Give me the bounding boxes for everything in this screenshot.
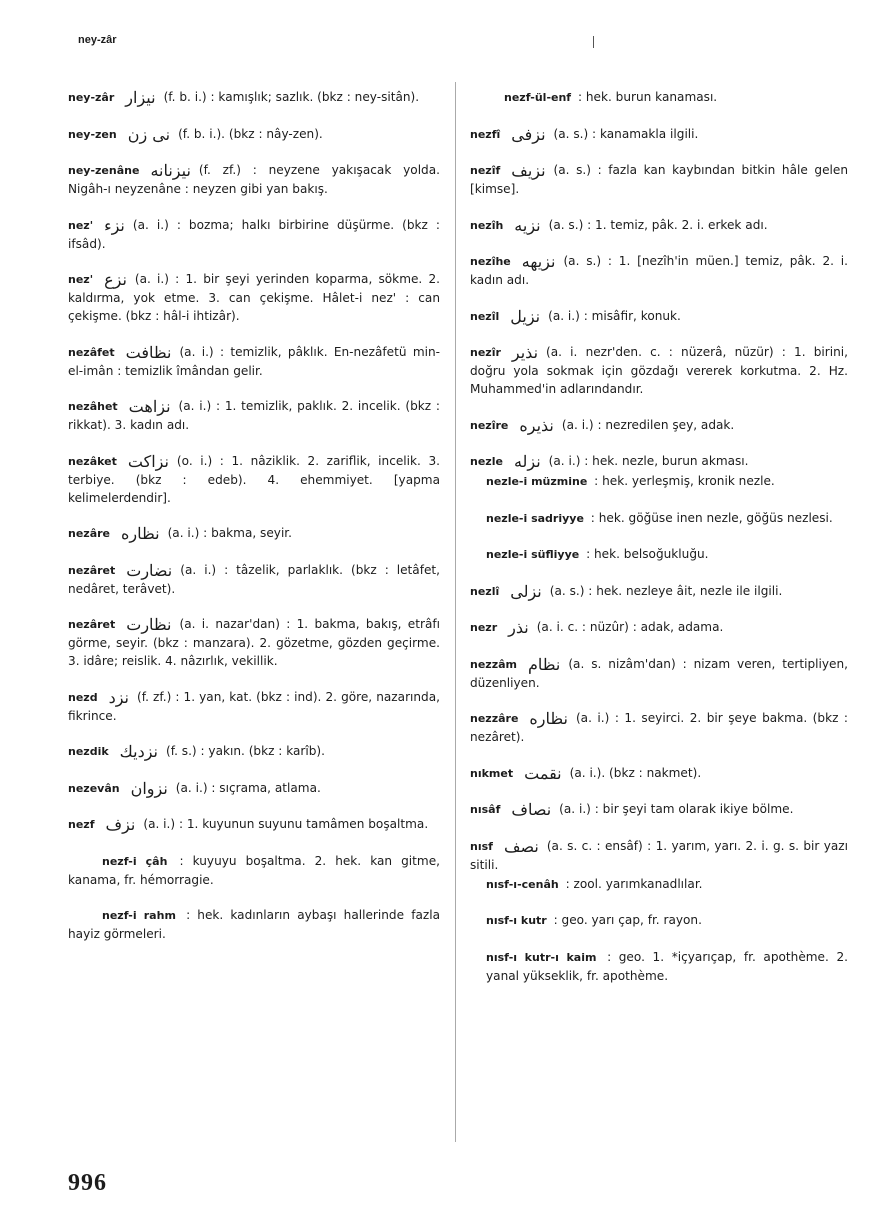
entry-headword: nezîh — [470, 218, 504, 232]
entry-headword: nezle-i süfliyye — [486, 548, 580, 561]
entry-arabic-script: نذر — [508, 618, 529, 637]
entry-arabic-script: نظارت — [126, 615, 172, 634]
dictionary-entry — [470, 161, 848, 198]
dictionary-entry — [470, 307, 848, 326]
dictionary-entry — [68, 452, 440, 507]
dictionary-entry — [68, 216, 440, 253]
entry-definition: (f. zf.) : neyzene yakışacak yolda. Nigâh-ı neyzenâne : neyzen gibi yan bakış. — [68, 163, 440, 196]
entry-headword: nısf-ı-cenâh — [486, 877, 559, 891]
entry-headword: nezle-i müzmine — [486, 475, 588, 488]
dictionary-entry — [470, 343, 848, 398]
entry-definition: : hek. kadınların aybaşı hallerinde fazla hayiz görmeleri. — [68, 908, 440, 941]
entry-headword: nısf-ı kutr — [486, 914, 547, 927]
dictionary-entry — [470, 655, 848, 692]
dictionary-entry — [486, 545, 848, 564]
entry-arabic-script: نزلی — [510, 581, 542, 601]
entry-arabic-script: نزفی — [511, 124, 546, 144]
dictionary-entry — [486, 948, 848, 985]
entry-headword: nezâre — [68, 527, 111, 540]
entry-headword: ney-zenâne — [68, 164, 140, 177]
entry-arabic-script: نی زن — [127, 124, 171, 144]
entry-definition: : geo. 1. *içyarıçap, fr. apothème. 2. yanal yükseklik, fr. apothème. — [486, 949, 848, 983]
entry-headword: nezzâre — [470, 712, 519, 725]
dictionary-entry — [486, 509, 848, 528]
dictionary-entry — [68, 397, 440, 434]
entry-arabic-script: نزوان — [130, 778, 168, 798]
entry-definition: (o. i.) : 1. nâziklik. 2. zariflik, incelik. 3. terbiye. (bkz : edeb). 4. ehemmiyet. [yapma kelimelerdendir]. — [68, 453, 440, 505]
dictionary-entry — [68, 343, 440, 380]
entry-definition: (a. i.) : bir şeyi tam olarak ikiye bölme. — [559, 802, 794, 816]
entry-headword: nezf-i rahm — [102, 909, 176, 922]
entry-arabic-script: نزدیك — [119, 742, 158, 761]
entry-headword: nezîhe — [470, 255, 511, 268]
entry-definition: (f. s.) : yakın. (bkz : karîb). — [166, 744, 325, 758]
entry-headword: nezâhet — [68, 400, 118, 413]
entry-arabic-script: نزف — [105, 815, 136, 834]
dictionary-entry — [470, 252, 848, 289]
dictionary-entry — [470, 709, 848, 746]
dictionary-entry — [470, 125, 848, 144]
entry-headword: nezr — [470, 621, 498, 634]
entry-definition: (a. i.). (bkz : nakmet). — [569, 765, 702, 780]
entry-arabic-script: نظاره — [529, 709, 568, 728]
entry-definition: : hek. göğüse inen nezle, göğüs nezlesi. — [590, 510, 833, 525]
dictionary-entry — [68, 524, 440, 543]
entry-definition: (a. i.) : nezredilen şey, adak. — [561, 417, 735, 432]
dictionary-entry — [470, 88, 848, 107]
entry-arabic-script: نزیهه — [521, 252, 556, 271]
dictionary-entry — [68, 88, 440, 107]
entry-headword: nezîl — [470, 309, 500, 323]
dictionary-entry — [486, 875, 848, 894]
entry-arabic-script: نظام — [527, 654, 561, 674]
entry-definition: (a. i.) : 1. bir şeyi yerinden koparma, sökme. 2. kaldırma, yok etme. 3. can çekişme. Hâlet-i nez' : can çekişme. (bkz : hâl-i ihtizâr). — [68, 272, 440, 323]
entry-definition: (a. i.) : sıçrama, atlama. — [175, 780, 321, 795]
dictionary-entry — [470, 800, 848, 819]
dictionary-entry — [470, 216, 848, 235]
entry-headword: nezîf — [470, 164, 501, 177]
entry-definition: (a. s.) : 1. [nezîh'in müen.] temiz, pâk. 2. i. kadın adı. — [470, 254, 848, 287]
entry-arabic-script: نیزنانه — [150, 161, 191, 180]
entry-arabic-script: نصف — [503, 836, 539, 856]
entry-definition: : kuyuyu boşaltma. 2. hek. kan gitme, kanama, fr. hémorragie. — [68, 853, 440, 887]
entry-definition: : hek. burun kanaması. — [577, 90, 718, 104]
entry-definition: : hek. belsoğukluğu. — [586, 547, 709, 561]
entry-headword: nezlî — [470, 584, 500, 598]
entry-headword: nezâfet — [68, 345, 115, 359]
entry-headword: nısf-ı kutr-ı kaim — [486, 950, 597, 964]
dictionary-entry — [68, 779, 440, 798]
entry-headword: ney-zen — [68, 127, 117, 141]
dictionary-entry — [68, 906, 440, 943]
entry-headword: nezf-i çâh — [102, 854, 168, 868]
entry-headword: nezâket — [68, 454, 117, 468]
left-column — [68, 88, 440, 961]
entry-definition: : geo. yarı çap, fr. rayon. — [553, 913, 702, 927]
entry-arabic-script: نقمت — [524, 763, 562, 783]
entry-headword: nıkmet — [470, 766, 514, 780]
entry-definition: (a. i. nazar'dan) : 1. bakma, bakış, etrâfı görme, seyir. (bkz : manzara). 2. gözetme, gözden geçirme. 3. idâre; reislik. 4. nâzırlık, vekillik. — [68, 617, 440, 668]
entry-definition: (a. i.) : 1. temizlik, paklık. 2. incelik. (bkz : rikkat). 3. kadın adı. — [68, 399, 440, 432]
entry-arabic-script: نزاهت — [128, 397, 171, 416]
entry-definition: (a. s.) : 1. temiz, pâk. 2. i. erkek adı. — [548, 217, 768, 232]
entry-headword: nezle-i sadriyye — [486, 511, 584, 525]
entry-arabic-script: نزیه — [514, 215, 541, 235]
dictionary-entry — [68, 270, 440, 325]
entry-definition: : zool. yarımkanadlılar. — [565, 876, 703, 891]
header-mark — [593, 36, 594, 48]
entry-definition: (a. i.) : misâfir, konuk. — [548, 308, 681, 323]
entry-headword: nezdik — [68, 745, 109, 758]
entry-definition: (f. b. i.) : kamışlık; sazlık. (bkz : ney-sitân). — [163, 90, 420, 104]
entry-arabic-script: نزء — [104, 215, 125, 235]
entry-definition: : hek. yerleşmiş, kronik nezle. — [594, 474, 775, 488]
entry-headword: nezîre — [470, 418, 509, 432]
page-number: 996 — [68, 1170, 107, 1196]
entry-definition: (a. s.) : fazla kan kaybından bitkin hâle gelen [kimse]. — [470, 163, 848, 196]
running-header: ney-zâr — [78, 34, 117, 46]
dictionary-entry — [470, 452, 848, 471]
entry-headword: nez' — [68, 218, 94, 232]
entry-definition: (a. s.) : kanamakla ilgili. — [553, 126, 699, 141]
entry-arabic-script: نظاره — [121, 524, 160, 543]
dictionary-entry — [470, 837, 848, 874]
entry-headword: nezâret — [68, 563, 116, 577]
dictionary-entry — [68, 688, 440, 725]
entry-headword: nezevân — [68, 781, 120, 795]
entry-arabic-script: نزیل — [510, 306, 541, 326]
entry-arabic-script: نظافت — [125, 342, 172, 362]
entry-definition: (a. i.) : bakma, seyir. — [167, 526, 293, 540]
entry-definition: (a. i.) : 1. kuyunun suyunu tamâmen boşaltma. — [143, 817, 429, 831]
entry-arabic-script: نزع — [104, 270, 127, 289]
dictionary-entry — [68, 815, 440, 834]
entry-arabic-script: نزیف — [511, 161, 546, 180]
entry-headword: nezd — [68, 690, 98, 704]
entry-headword: nezf-ül-enf — [504, 91, 572, 104]
entry-arabic-script: نذیر — [511, 343, 539, 362]
entry-headword: nısâf — [470, 803, 501, 816]
entry-definition: (a. i.) : bozma; halkı birbirine düşürme. (bkz : ifsâd). — [68, 217, 440, 251]
entry-arabic-script: نصاف — [511, 800, 552, 819]
entry-definition: (a. s. c. : ensâf) : 1. yarım, yarı. 2. i. g. s. bir yazı sitili. — [470, 838, 848, 872]
dictionary-entry — [68, 742, 440, 761]
entry-headword: nezf — [68, 818, 95, 831]
entry-definition: (a. i.) : 1. seyirci. 2. bir şeye bakma. (bkz : nezâret). — [470, 711, 848, 744]
dictionary-entry — [68, 125, 440, 144]
dictionary-entry — [470, 582, 848, 601]
dictionary-entry — [470, 764, 848, 783]
entry-headword: nezâret — [68, 618, 116, 631]
entry-headword: nez' — [68, 273, 94, 286]
entry-definition: (a. i. c. : nüzûr) : adak, adama. — [536, 620, 724, 634]
entry-definition: (a. i.) : temizlik, pâklık. En-nezâfetü min-el-imân : temizlik îmândan gelir. — [68, 344, 440, 378]
dictionary-entry — [486, 911, 848, 930]
right-column — [470, 88, 848, 1002]
dictionary-entry — [486, 472, 848, 491]
entry-headword: ney-zâr — [68, 91, 115, 104]
entry-definition: (a. i.) : tâzelik, parlaklık. (bkz : letâfet, nedâret, terâvet). — [68, 562, 440, 596]
dictionary-entry — [68, 615, 440, 670]
entry-headword: nısf — [470, 839, 493, 853]
entry-headword: nezîr — [470, 346, 501, 359]
dictionary-entry — [470, 416, 848, 435]
entry-arabic-script: نیزار — [125, 88, 156, 107]
dictionary-entry — [470, 618, 848, 637]
entry-arabic-script: نضارت — [126, 560, 173, 580]
entry-definition: (f. zf.) : 1. yan, kat. (bkz : ind). 2. göre, nazarında, fikrince. — [68, 689, 440, 723]
entry-definition: (a. s.) : hek. nezleye âit, nezle ile ilgili. — [549, 583, 783, 598]
dictionary-entry — [68, 852, 440, 889]
entry-headword: nezfî — [470, 127, 501, 141]
dictionary-entry — [68, 161, 440, 198]
entry-headword: nezle — [470, 455, 503, 468]
dictionary-entry — [68, 561, 440, 598]
entry-arabic-script: نزد — [108, 687, 129, 707]
entry-arabic-script: نزله — [513, 452, 541, 471]
entry-definition: (a. i.) : hek. nezle, burun akması. — [548, 454, 749, 468]
entry-definition: (a. i. nezr'den. c. : nüzerâ, nüzür) : 1. birini, doğru yola sokmak için gözdağı vererek korkutma. 2. Hz. Muhammed'in adlarındandır. — [470, 345, 848, 396]
entry-headword: nezzâm — [470, 657, 517, 671]
entry-arabic-script: نزاکت — [127, 451, 169, 471]
entry-arabic-script: نذیره — [519, 415, 554, 435]
entry-definition: (f. b. i.). (bkz : nây-zen). — [178, 126, 323, 141]
column-divider — [455, 82, 456, 1142]
entry-definition: (a. s. nizâm'dan) : nizam veren, tertipliyen, düzenliyen. — [470, 656, 848, 690]
